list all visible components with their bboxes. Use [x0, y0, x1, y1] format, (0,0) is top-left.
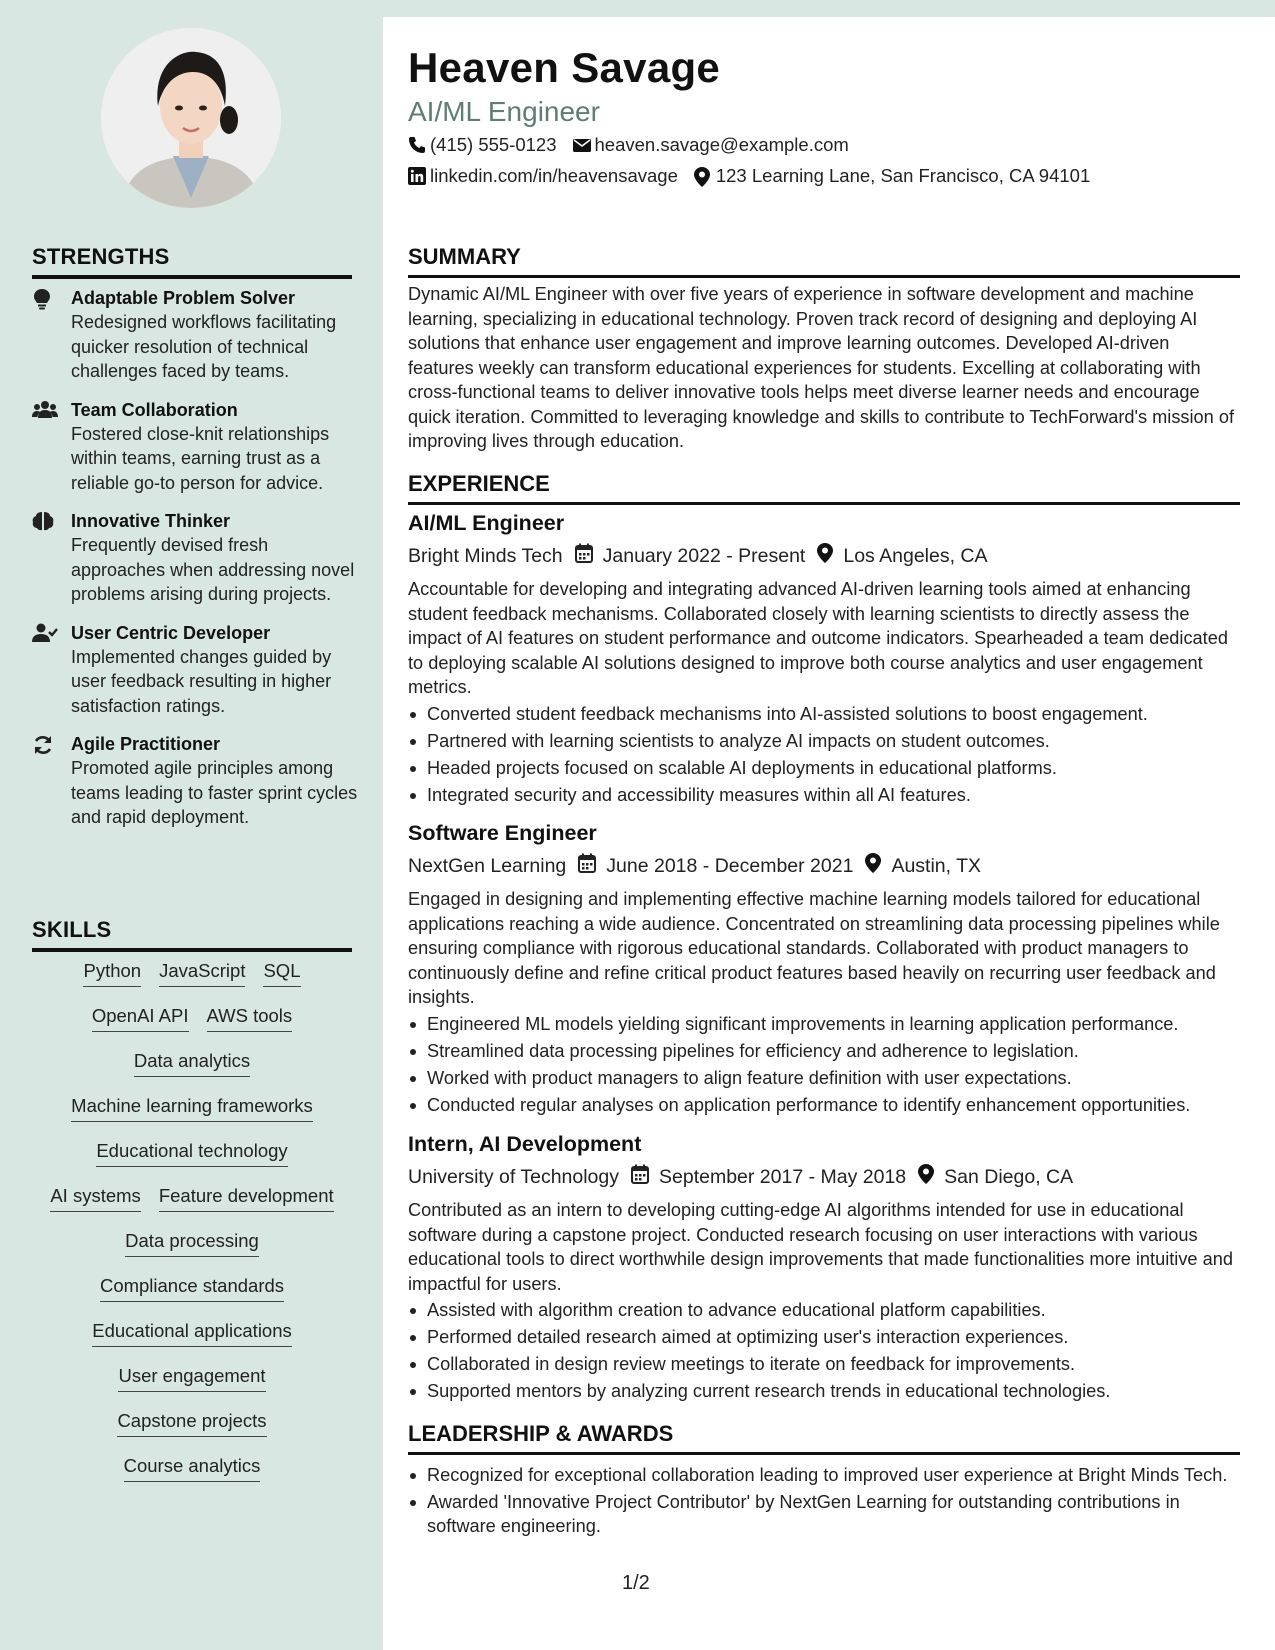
contact-line	[408, 165, 1090, 187]
strength-title: Team Collaboration	[71, 399, 238, 420]
skill-row	[32, 1320, 352, 1365]
map-pin-icon	[817, 543, 833, 569]
job-location	[918, 1164, 1073, 1190]
experience-heading: EXPERIENCE	[408, 471, 1240, 505]
map-pin-icon	[865, 853, 881, 879]
strength-title: Innovative Thinker	[71, 511, 231, 531]
bullet-item: Partnered with learning scientists to analyze AI impacts on student outcomes.	[408, 729, 1240, 753]
job-description: Accountable for developing and integrating advanced AI-driven learning tools aimed at enhancing student feedback mechanisms. Collaborated closely with learning scientists to directly assess the impact of AI features on student performance and outcome indicators. Spearheaded a team dedicated to deploying scalable AI solutions designed to improve both course analytics and user engagement metrics.	[408, 579, 1228, 697]
strength-item	[32, 509, 362, 607]
skill-tag: Feature development	[159, 1185, 334, 1212]
envelope-icon	[573, 136, 591, 154]
strengths-list	[32, 286, 362, 844]
users-icon	[32, 400, 56, 422]
skill-tag: AWS tools	[207, 1005, 293, 1032]
skill-tag: User engagement	[118, 1365, 265, 1392]
calendar-icon	[631, 1164, 649, 1190]
job-bullets	[408, 702, 1240, 810]
phone-icon	[408, 136, 426, 154]
calendar-icon	[578, 853, 596, 879]
leadership-heading: LEADERSHIP & AWARDS	[408, 1421, 1240, 1455]
bullet-item: Integrated security and accessibility measures within all AI features.	[408, 783, 1240, 807]
job-description: Engaged in designing and implementing effective machine learning models tailored for educational applications reaching a wide audience. Concentrated on streamlining data processing pipelines while ensuring compliance with rigorous educational standards. Collaborated with product managers to continuously define and refine critical product features based heavily on recurring user feedback and insights.	[408, 889, 1220, 1007]
skill-tag: SQL	[263, 960, 300, 987]
linkedin-text: linkedin.com/in/heavensavage	[430, 165, 678, 186]
strength-description: Redesigned workflows facilitating quicker resolution of technical challenges faced by teams.	[71, 312, 337, 381]
strength-item	[32, 398, 362, 496]
bullet-item: Headed projects focused on scalable AI deployments in educational platforms.	[408, 756, 1240, 780]
profile-photo	[101, 28, 281, 208]
job-meta	[408, 543, 988, 569]
skill-tag: Data analytics	[134, 1050, 250, 1077]
address-text: 123 Learning Lane, San Francisco, CA 94101	[715, 165, 1091, 186]
phone-contact[interactable]	[408, 134, 557, 156]
job-bullets	[408, 1012, 1240, 1120]
job-location	[817, 543, 987, 569]
job-title: Intern, AI Development	[408, 1132, 642, 1156]
lightbulb-icon	[32, 288, 56, 310]
job-title: AI/ML Engineer	[408, 511, 565, 535]
job-meta	[408, 853, 981, 879]
bullet-item: Supported mentors by analyzing current research trends in educational technologies.	[408, 1379, 1240, 1403]
strengths-heading: STRENGTHS	[32, 244, 352, 279]
bullet-item: Worked with product managers to align feature definition with user expectations.	[408, 1066, 1240, 1090]
bullet-item: Recognized for exceptional collaboration leading to improved user experience at Bright Minds Tech.	[408, 1463, 1240, 1487]
skill-row	[32, 1005, 352, 1050]
user-check-icon	[32, 623, 56, 645]
strength-title: User Centric Developer	[71, 622, 271, 643]
strength-item	[32, 732, 362, 830]
sync-icon	[32, 734, 56, 756]
summary-text: Dynamic AI/ML Engineer with over five years of experience in software development and machine learning, specializing in educational technology. Proven track record of designing and deploying AI solutions that enhance user engagement and improve learning outcomes. Developed AI-driven features weekly can transform educational experiences for students. Excelling at collaborating with cross-functional teams to deliver innovative tools helps meet diverse learner needs and encourage quick iteration. Committed to leveraging knowledge and skills to contribute to TechForward's mission of improving lives through education.	[408, 284, 1235, 451]
strength-item	[32, 286, 362, 384]
skill-tag: Python	[83, 960, 141, 987]
skill-tag: JavaScript	[159, 960, 245, 987]
map-pin-icon	[694, 167, 712, 185]
leadership-bullets	[408, 1463, 1240, 1541]
skill-row	[32, 960, 352, 1005]
calendar-icon	[575, 543, 593, 569]
contact-line	[408, 134, 849, 156]
skill-tag: Educational technology	[96, 1140, 287, 1167]
job-location-text: Los Angeles, CA	[843, 544, 988, 567]
job-dates-text: January 2022 - Present	[602, 544, 806, 567]
bullet-item: Streamlined data processing pipelines for efficiency and adherence to legislation.	[408, 1039, 1240, 1063]
job-company: Bright Minds Tech	[408, 544, 563, 567]
candidate-role: AI/ML Engineer	[408, 96, 600, 127]
bullet-item: Engineered ML models yielding significant improvements in learning application performance.	[408, 1012, 1240, 1036]
email-contact[interactable]	[573, 134, 849, 156]
strength-description: Promoted agile principles among teams leading to faster sprint cycles and rapid deployment.	[71, 758, 358, 827]
skill-row	[32, 1365, 352, 1410]
skill-tag: Data processing	[125, 1230, 259, 1257]
skill-row	[32, 1410, 352, 1455]
skills-heading: SKILLS	[32, 917, 352, 952]
job-location	[865, 853, 981, 879]
candidate-name: Heaven Savage	[408, 44, 721, 91]
job-dates	[575, 543, 806, 569]
skills-list	[32, 960, 352, 1500]
strength-item	[32, 621, 362, 719]
phone-text: (415) 555-0123	[430, 134, 557, 155]
page-number: 1/2	[622, 1572, 650, 1594]
strength-description: Implemented changes guided by user feedback resulting in higher satisfaction ratings.	[71, 646, 332, 716]
job-location-text: San Diego, CA	[944, 1165, 1074, 1188]
job-dates-text: June 2018 - December 2021	[606, 854, 854, 877]
bullet-item: Assisted with algorithm creation to advance educational platform capabilities.	[408, 1298, 1240, 1322]
job-dates-text: September 2017 - May 2018	[659, 1165, 907, 1188]
map-pin-icon	[918, 1164, 934, 1190]
skill-tag: Educational applications	[92, 1320, 292, 1347]
linkedin-icon	[408, 167, 426, 185]
skill-tag: OpenAI API	[92, 1005, 189, 1032]
bullet-item: Converted student feedback mechanisms into AI-assisted solutions to boost engagement.	[408, 702, 1240, 726]
job-bullets	[408, 1298, 1240, 1406]
strength-description: Frequently devised fresh approaches when addressing novel problems arising during projects.	[71, 535, 355, 604]
skill-row	[32, 1275, 352, 1320]
job-title: Software Engineer	[408, 821, 597, 845]
linkedin-contact[interactable]	[408, 165, 678, 187]
job-dates	[578, 853, 853, 879]
skill-row	[32, 1140, 352, 1185]
bullet-item: Performed detailed research aimed at optimizing user's interaction experiences.	[408, 1325, 1240, 1349]
brain-icon	[32, 511, 56, 533]
skill-row	[32, 1230, 352, 1275]
skill-tag: Compliance standards	[100, 1275, 284, 1302]
strength-title: Adaptable Problem Solver	[71, 288, 296, 308]
job-description: Contributed as an intern to developing cutting-edge AI algorithms intended for use in educational software during a capstone project. Conducted research focusing on user interactions with various educational tools to direct worthwhile design improvements that made functionalities more intuitive and impactful for users.	[408, 1200, 1233, 1294]
job-meta	[408, 1164, 1073, 1190]
skill-row	[32, 1185, 352, 1230]
job-dates	[631, 1164, 906, 1190]
bullet-item: Awarded 'Innovative Project Contributor' by NextGen Learning for outstanding contributions in software engineering.	[408, 1490, 1240, 1538]
address-contact	[694, 165, 1090, 187]
skill-tag: AI systems	[50, 1185, 140, 1212]
skill-row	[32, 1455, 352, 1500]
skill-tag: Course analytics	[124, 1455, 261, 1482]
skill-tag: Machine learning frameworks	[71, 1095, 313, 1122]
strength-description: Fostered close-knit relationships within teams, earning trust as a reliable go-to person for advice.	[71, 423, 330, 493]
summary-heading: SUMMARY	[408, 244, 1240, 278]
skill-tag: Capstone projects	[117, 1410, 266, 1437]
strength-title: Agile Practitioner	[71, 734, 221, 754]
email-text: heaven.savage@example.com	[594, 134, 849, 155]
skill-row	[32, 1095, 352, 1140]
bullet-item: Conducted regular analyses on application performance to identify enhancement opportunities.	[408, 1093, 1240, 1117]
bullet-item: Collaborated in design review meetings to iterate on feedback for improvements.	[408, 1352, 1240, 1376]
job-company: NextGen Learning	[408, 854, 567, 877]
skill-row	[32, 1050, 352, 1095]
job-location-text: Austin, TX	[891, 854, 982, 877]
job-company: University of Technology	[408, 1165, 619, 1188]
